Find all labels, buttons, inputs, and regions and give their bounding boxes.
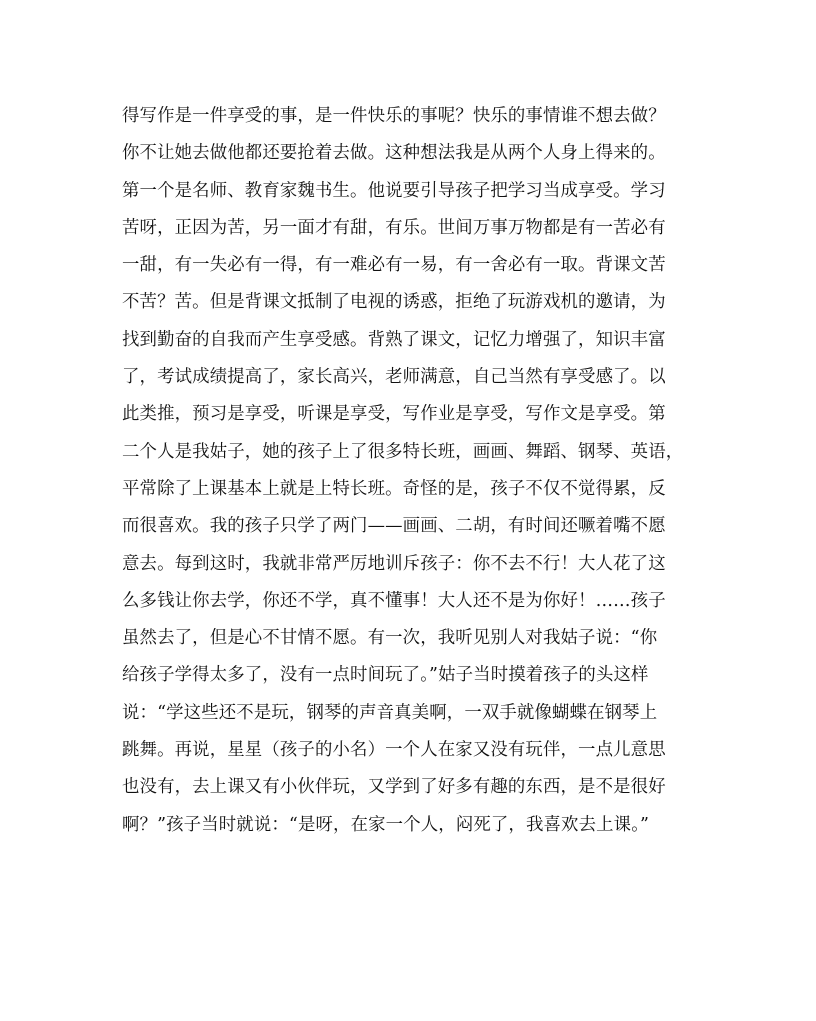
text-line-6: 不苦？苦。但是背课文抵制了电视的诱惑，拒绝了玩游戏机的邀请，为 (122, 292, 666, 313)
text-line-15: 虽然去了，但是心不甘情不愿。有一次，我听见别人对我姑子说：“你 (122, 628, 658, 649)
text-line-18: 跳舞。再说，星星（孩子的小名）一个人在家又没有玩伴，一点儿意思 (122, 740, 666, 761)
text-line-5: 一甜，有一失必有一得，有一难必有一易，有一舍必有一取。背课文苦 (122, 255, 666, 276)
text-line-2: 你不让她去做他都还要抢着去做。这种想法我是从两个人身上得来的。 (122, 143, 666, 164)
text-line-11: 平常除了上课基本上就是上特长班。奇怪的是，孩子不仅不觉得累，反 (122, 478, 666, 499)
text-line-12: 而很喜欢。我的孩子只学了两门——画画、二胡，有时间还噘着嘴不愿 (122, 516, 666, 537)
body-text (122, 98, 702, 844)
text-line-20: 啊？”孩子当时就说：“是呀，在家一个人，闷死了，我喜欢去上课。” (122, 814, 650, 835)
text-line-14: 么多钱让你去学，你还不学，真不懂事！大人还不是为你好！……孩子 (122, 590, 666, 611)
text-line-7: 找到勤奋的自我而产生享受感。背熟了课文，记忆力增强了，知识丰富 (122, 329, 666, 350)
text-line-10: 二个人是我姑子，她的孩子上了很多特长班，画画、舞蹈、钢琴、英语， (122, 441, 684, 462)
text-line-19: 也没有，去上课又有小伙伴玩，又学到了好多有趣的东西，是不是很好 (122, 777, 666, 798)
text-line-4: 苦呀，正因为苦，另一面才有甜，有乐。世间万事万物都是有一苦必有 (122, 217, 666, 238)
text-line-1: 得写作是一件享受的事，是一件快乐的事呢？快乐的事情谁不想去做？ (122, 106, 666, 126)
text-line-16: 给孩子学得太多了，没有一点时间玩了。”姑子当时摸着孩子的头这样 (122, 665, 649, 686)
text-line-3: 第一个是名师、教育家魏书生。他说要引导孩子把学习当成享受。学习 (122, 180, 666, 201)
text-line-13: 意去。每到这时，我就非常严厉地训斥孩子：你不去不行！大人花了这 (122, 553, 666, 574)
text-line-17: 说：“学这些还不是玩，钢琴的声音真美啊，一双手就像蝴蝶在钢琴上 (122, 702, 658, 723)
text-line-9: 此类推，预习是享受，听课是享受，写作业是享受，写作文是享受。第 (122, 404, 666, 425)
text-line-8: 了，考试成绩提高了，家长高兴，老师满意，自己当然有享受感了。以 (122, 367, 666, 388)
